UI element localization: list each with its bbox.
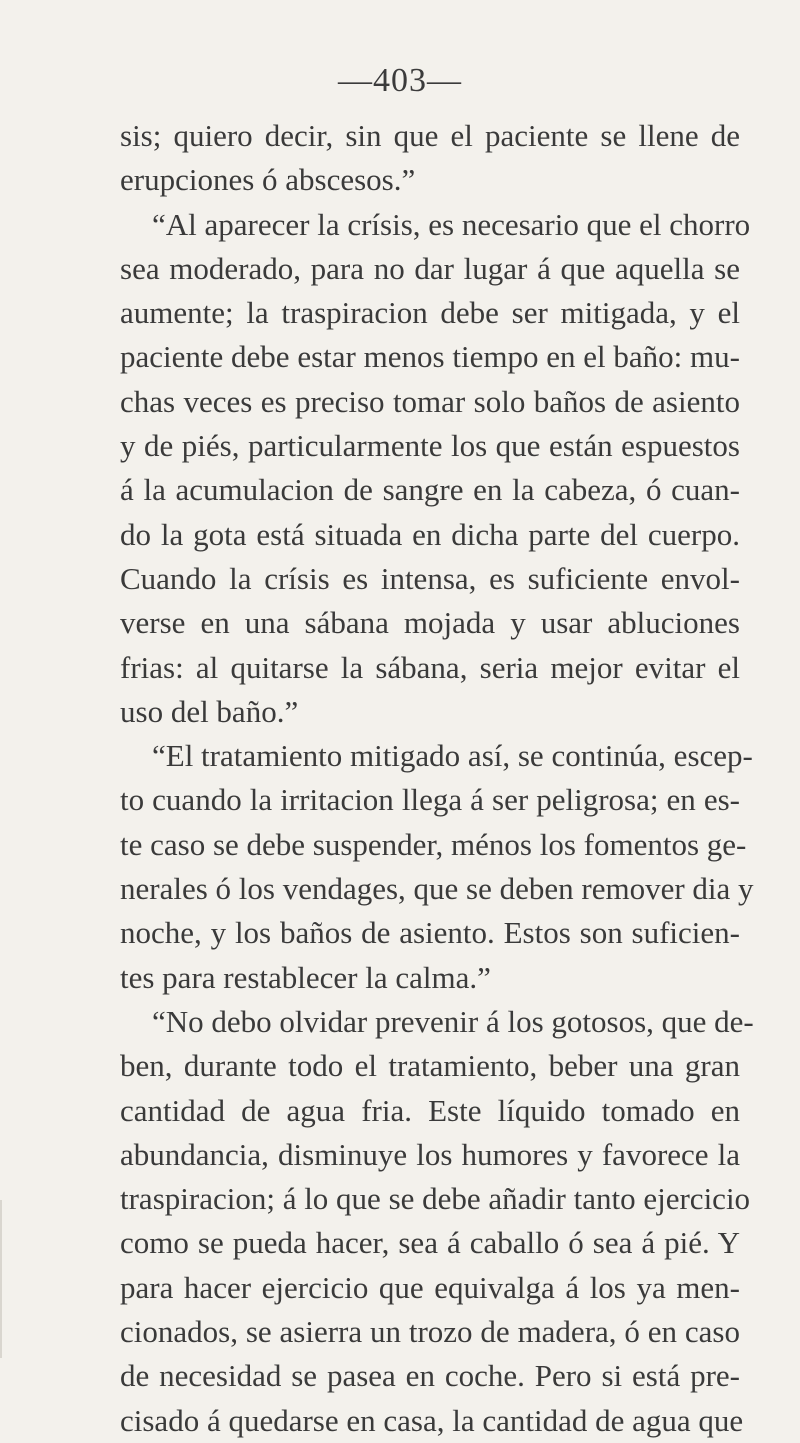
page-number: —403— bbox=[338, 62, 462, 99]
page-edge-mark bbox=[0, 1200, 2, 1358]
text-line: sea moderado, para no dar lugar á que aquella se bbox=[120, 250, 740, 286]
text-line: de necesidad se pasea en coche. Pero si está pre- bbox=[120, 1358, 740, 1394]
text-line: chas veces es preciso tomar solo baños de asiento bbox=[120, 383, 740, 419]
text-line: te caso se debe suspender, ménos los fomentos ge- bbox=[120, 826, 747, 862]
text-line: á la acumulacion de sangre en la cabeza, ó cuan- bbox=[120, 472, 740, 508]
text-line: para hacer ejercicio que equivalga á los ya men- bbox=[120, 1269, 740, 1305]
text-line: noche, y los baños de asiento. Estos son suficien- bbox=[120, 915, 740, 951]
text-line: frias: al quitarse la sábana, seria mejor evitar el bbox=[120, 649, 740, 685]
text-line: “No debo olvidar prevenir á los gotosos, que de- bbox=[152, 1003, 754, 1039]
text-line: abundancia, disminuye los humores y favorece la bbox=[120, 1136, 740, 1172]
body-text bbox=[120, 114, 754, 1443]
text-line: uso del baño.” bbox=[120, 693, 299, 729]
text-line: erupciones ó abscesos.” bbox=[120, 162, 416, 198]
text-line: to cuando la irritacion llega á ser peligrosa; en es- bbox=[120, 782, 740, 818]
text-line: nerales ó los vendages, que se deben remover dia y bbox=[120, 871, 754, 907]
text-line: cisado á quedarse en casa, la cantidad de agua que bbox=[120, 1402, 744, 1438]
text-line: sis; quiero decir, sin que el paciente se llene de bbox=[120, 118, 740, 153]
text-line: paciente debe estar menos tiempo en el baño: mu- bbox=[120, 339, 740, 375]
text-line: “Al aparecer la crísis, es necesario que el chorro bbox=[152, 206, 751, 242]
text-line: aumente; la traspiracion debe ser mitigada, y el bbox=[120, 295, 740, 331]
text-line: verse en una sábana mojada y usar abluciones bbox=[120, 605, 740, 641]
text-line: como se pueda hacer, sea á caballo ó sea á pié. Y bbox=[120, 1225, 740, 1261]
text-line: traspiracion; á lo que se debe añadir tanto ejercicio bbox=[120, 1181, 751, 1217]
text-line: do la gota está situada en dicha parte del cuerpo. bbox=[120, 516, 740, 552]
text-line: cantidad de agua fria. Este líquido tomado en bbox=[120, 1092, 740, 1128]
text-line: cionados, se asierra un trozo de madera, ó en caso bbox=[120, 1314, 740, 1350]
text-line: y de piés, particularmente los que están espuestos bbox=[120, 428, 740, 464]
text-line: “El tratamiento mitigado así, se continúa, escep- bbox=[152, 738, 753, 774]
text-line: tes para restablecer la calma.” bbox=[120, 959, 491, 995]
text-line: Cuando la crísis es intensa, es suficiente envol- bbox=[120, 560, 740, 596]
text-line: ben, durante todo el tratamiento, beber una gran bbox=[120, 1048, 740, 1084]
